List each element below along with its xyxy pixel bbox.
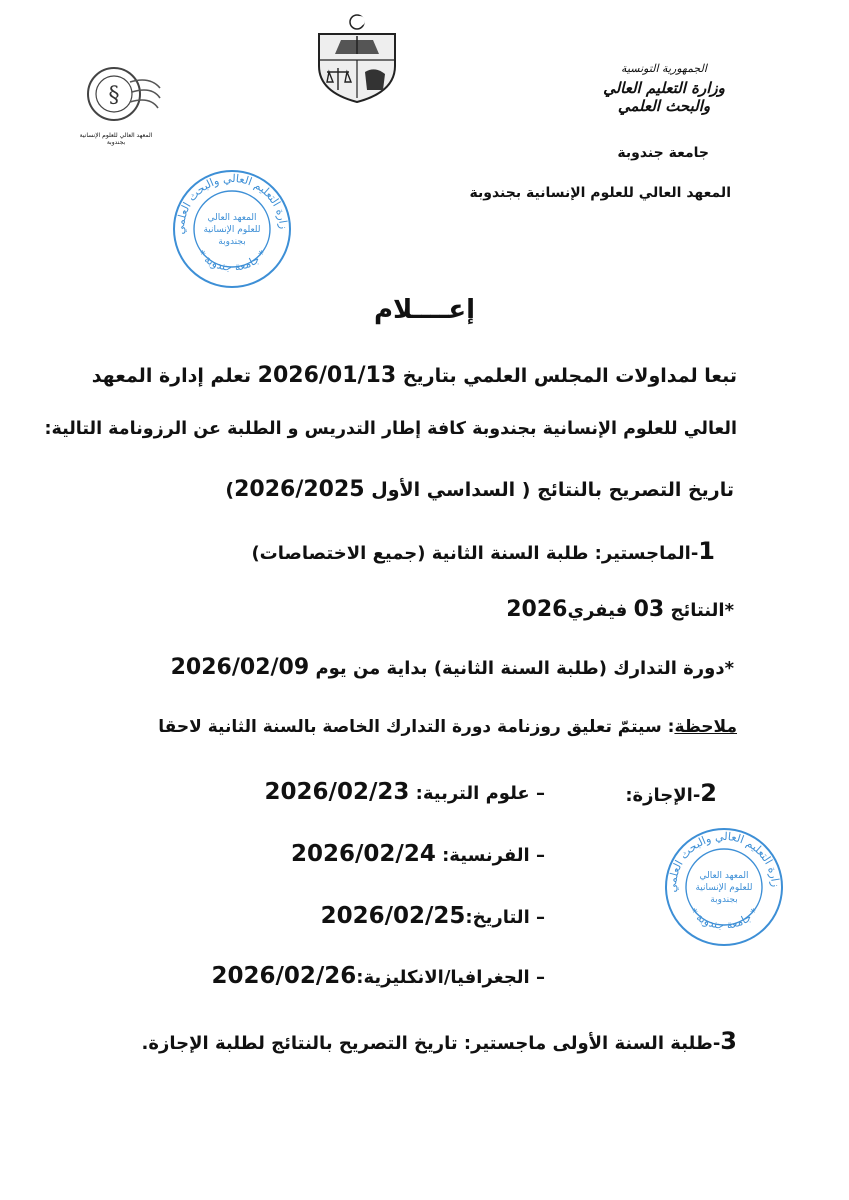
stamp-icon (170, 168, 294, 290)
institute-logo-icon (70, 62, 162, 128)
stamp-center-line3: بجندوبة (710, 895, 738, 905)
makeup-date: 2026/02/09 (170, 655, 310, 680)
stamp-center-line2: للعلوم الإنسانية (695, 883, 753, 893)
stamp-center-line1: المعهد العالي (699, 871, 749, 881)
ministry-header (574, 62, 754, 115)
section-1: 1-الماجستير: طلبة السنة الثانية (جميع الاختصاصات) (251, 537, 715, 565)
institute-logo-caption: المعهد العالي للعلوم الإنسانية بجندوبة (79, 132, 153, 146)
results-date: *النتائج 03 فيفري2026 (506, 597, 734, 622)
institute-name: المعهد العالي للعلوم الإنسانية بجندوبة (469, 185, 731, 201)
notice-body (44, 355, 737, 1075)
note: ملاحظة: سيتمّ تعليق روزنامة دورة التدارك الخاصة بالسنة الثانية لاحقا (158, 717, 737, 737)
note-label: ملاحظة (674, 717, 737, 737)
ministry-line1: وزارة التعليم العالي (603, 79, 725, 97)
notice-title: إعــــلام (373, 295, 476, 325)
institute-logo (70, 62, 162, 146)
list-item: – الجغرافيا/الانكليزية:2026/02/26 (211, 963, 545, 989)
official-stamp (170, 168, 294, 294)
ministry-line2: والبحث العلمي (617, 97, 711, 115)
coat-of-arms (305, 10, 409, 108)
makeup-session: *دورة التدارك (طلبة السنة الثانية) بداية من يوم 2026/02/09 (170, 655, 734, 680)
svg-text:§: § (108, 83, 120, 108)
republic-label: الجمهورية التونسية (621, 62, 707, 75)
stamp-center-line1: المعهد العالي (207, 213, 257, 223)
section-2-label: 2-الإجازة: (625, 779, 717, 807)
coat-of-arms-icon (305, 10, 409, 104)
intro-line-2: العالي للعلوم الإنسانية بجندوبة كافة إطار التدريس و الطلبة عن الرزونامة التالية: (44, 419, 737, 439)
list-item: – التاريخ:2026/02/25 (320, 903, 545, 929)
stamp-center-line3: بجندوبة (218, 237, 246, 247)
council-date: 2026/01/13 (257, 363, 397, 388)
stamp-bottom-ring: * جامعة جندوبة * (194, 247, 270, 274)
academic-year: 2026/2025 (234, 477, 365, 502)
subtitle: تاريخ التصريح بالنتائج ( السداسي الأول 2026/2025) (225, 477, 734, 502)
stamp-bottom-ring: * جامعة جندوبة * (686, 905, 762, 932)
university-name: جامعة جندوبة (617, 145, 709, 161)
intro-line-1: تبعا لمداولات المجلس العلمي بتاريخ 2026/01/13 تعلم إدارة المعهد (91, 363, 737, 388)
list-item: – الفرنسية: 2026/02/24 (291, 841, 545, 867)
list-item: – علوم التربية: 2026/02/23 (264, 779, 545, 805)
stamp-outer-ring: زارة التعليم العالي والبحث العلمي (173, 171, 291, 235)
stamp-center-line2: للعلوم الإنسانية (203, 225, 261, 235)
svg-text:* جامعة جندوبة * (195, 247, 270, 273)
stamp-outer-ring: زارة التعليم العالي والبحث العلمي (665, 829, 783, 893)
section-3: 3-طلبة السنة الأولى ماجستير: تاريخ التصريح بالنتائج لطلبة الإجازة. (141, 1027, 737, 1055)
